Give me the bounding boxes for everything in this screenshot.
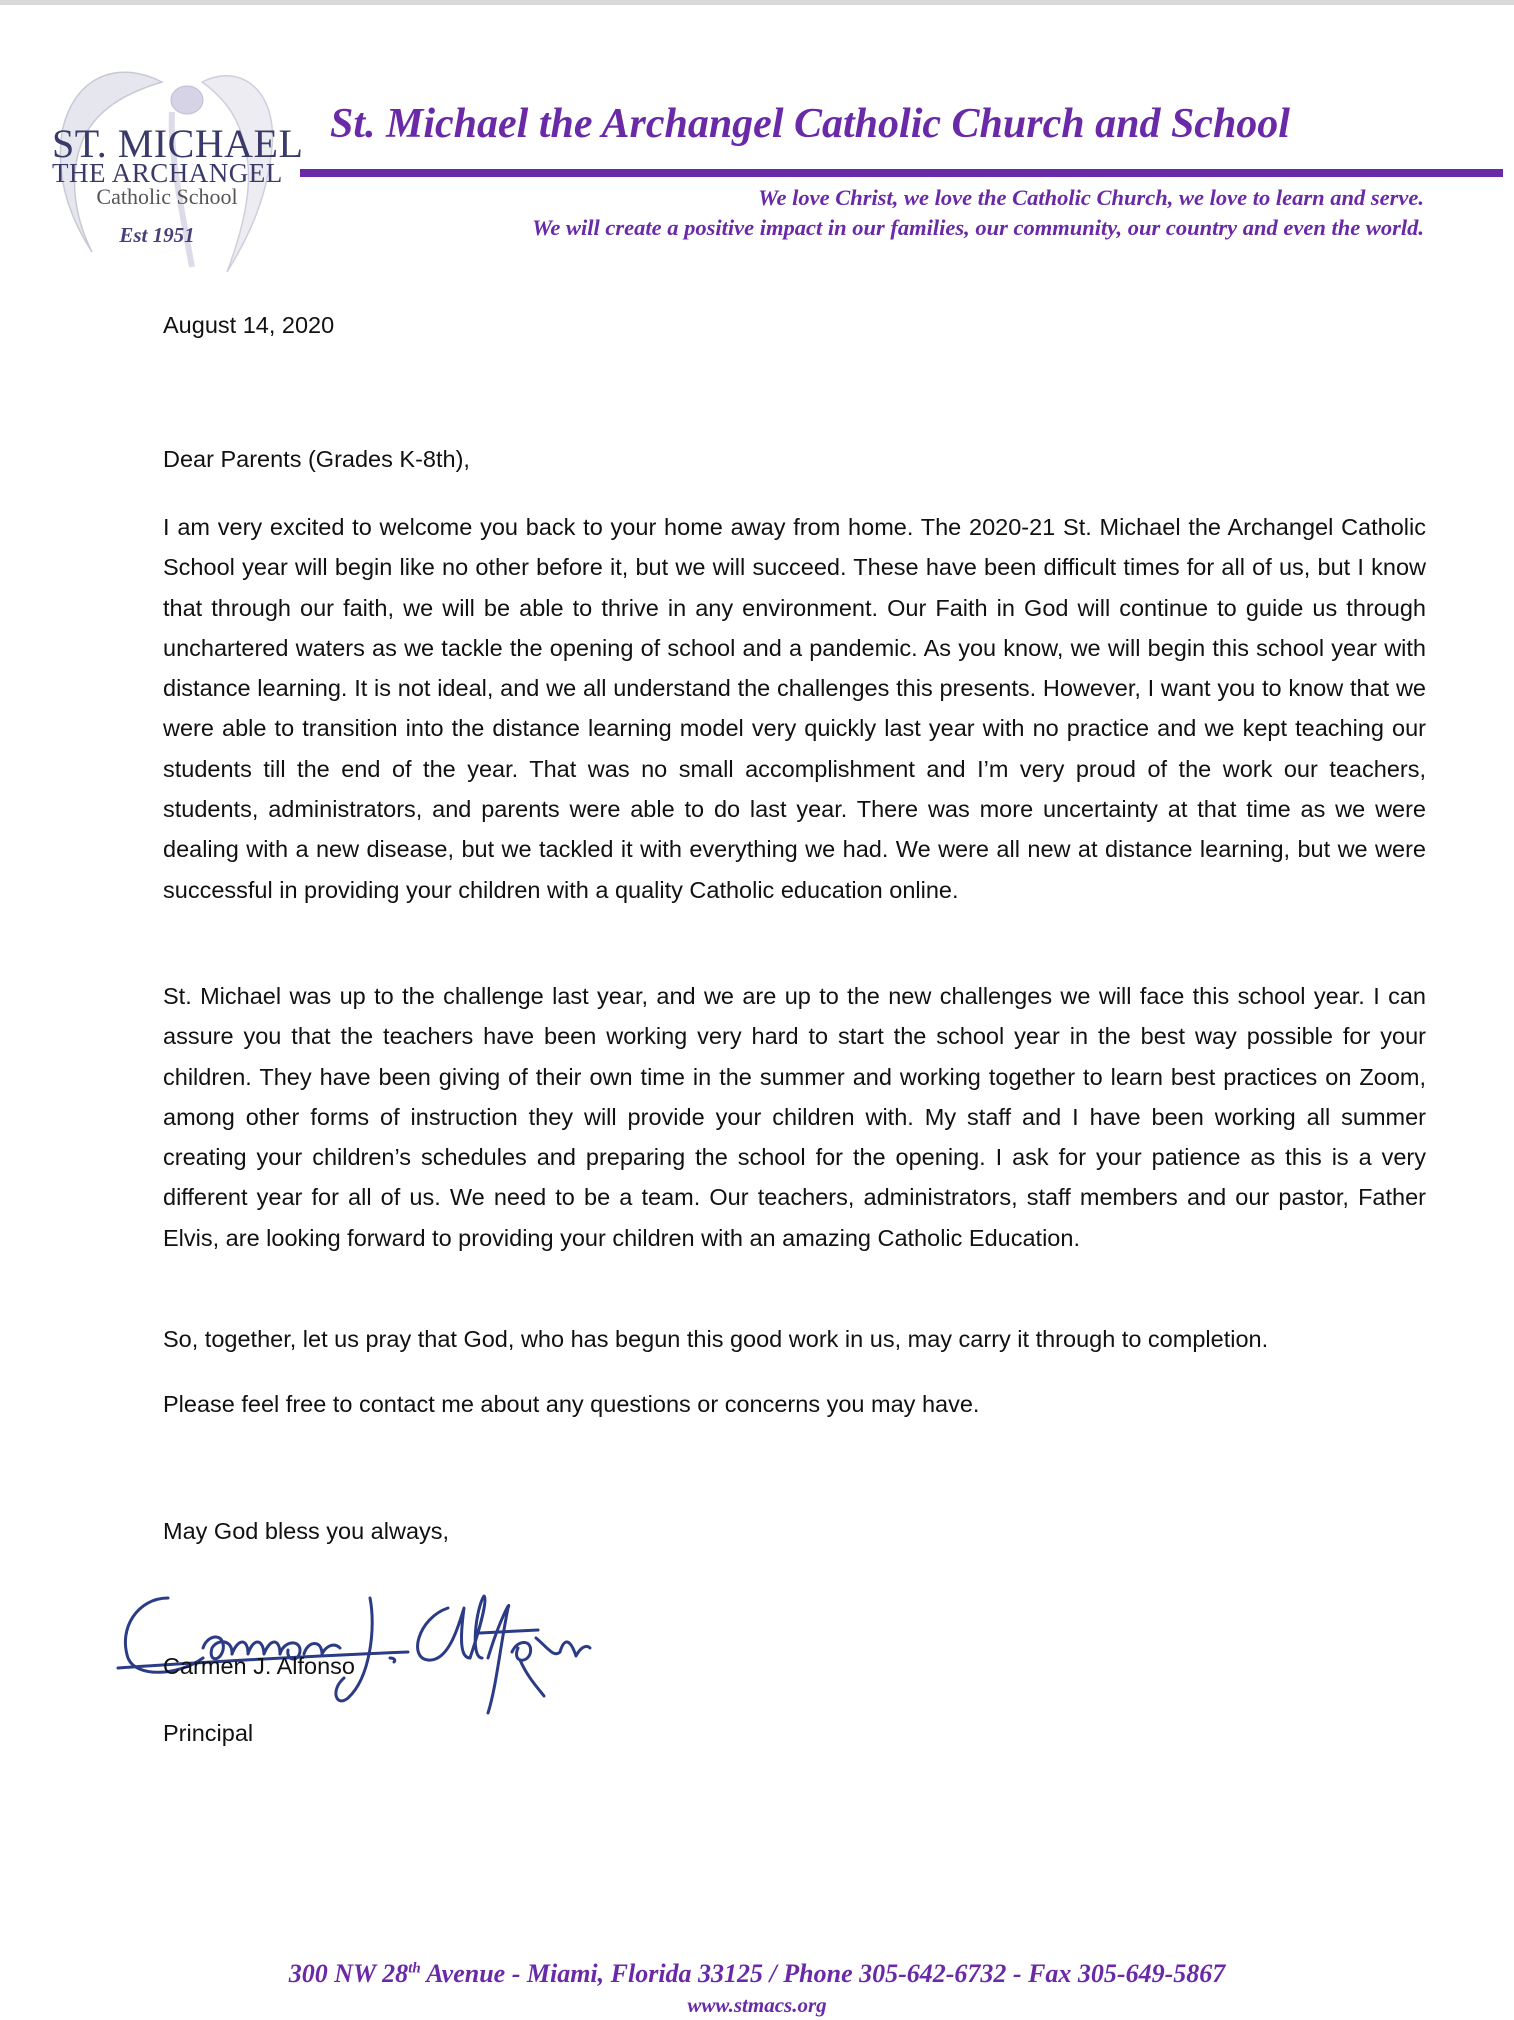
footer-website: www.stmacs.org bbox=[687, 1993, 827, 2017]
letter-closing: May God bless you always, bbox=[163, 1518, 450, 1544]
letter-paragraph-1: I am very excited to welcome you back to your home away from home. The 2020-21 St. Michael the Archangel Catholic School year will begin like no other before it, but we will succeed. These have been difficult times for all of us, but I know that through our faith, we will be able to thrive in any environment. Our Faith in God will continue to guide us through unchartered waters as we tackle the opening of school and a pandemic. As you know, we will begin this school year with distance learning. It is not ideal, and we all understand the challenges this presents. However, I want you to know that we were able to transition into the distance learning model very quickly last year with no practice and we kept teaching our students till the end of the year. That was no small accomplishment and I’m very proud of the work our teachers, students, administrators, and parents were able to do last year. There was more uncertainty at that time as we were dealing with a new disease, but we tackled it with everything we had. We were all new at distance learning, but we were successful in providing your children with a quality Catholic education online. bbox=[163, 514, 1426, 903]
footer-address bbox=[0, 1959, 1514, 1989]
letter-paragraph-4: Please feel free to contact me about any questions or concerns you may have. bbox=[163, 1391, 980, 1417]
school-logo bbox=[52, 62, 304, 277]
letter-paragraph-3: So, together, let us pray that God, who has begun this good work in us, may carry it through to completion. bbox=[163, 1326, 1269, 1352]
logo-established: Est 1951 bbox=[119, 223, 195, 247]
logo-title: ST. MICHAEL bbox=[52, 121, 304, 166]
signer-name: Carmen J. Alfonso bbox=[163, 1653, 356, 1679]
address-contact: Avenue - Miami, Florida 33125 / Phone 305-642-6732 - Fax 305-649-5867 bbox=[420, 1959, 1226, 1988]
signer-title: Principal bbox=[163, 1720, 254, 1746]
motto-line-1: We love Christ, we love the Catholic Church, we love to learn and serve. bbox=[758, 185, 1424, 210]
letter-paragraph-2: St. Michael was up to the challenge last year, and we are up to the new challenges we will face this school year. I can assure you that the teachers have been working very hard to start the school year in the best way possible for your children. They have been giving of their own time in the summer and working together to learn best practices on Zoom, among other forms of instruction they will provide your children with. My staff and I have been working all summer creating your children’s schedules and preparing the school for the opening. I ask for your patience as this is a very different year for all of us. We need to be a team. Our teachers, administrators, staff members and our pastor, Father Elvis, are looking forward to providing your children with an amazing Catholic Education. bbox=[163, 983, 1426, 1251]
top-border bbox=[0, 0, 1514, 5]
letter-salutation: Dear Parents (Grades K-8th), bbox=[163, 446, 470, 472]
logo-school-type: Catholic School bbox=[96, 184, 238, 209]
letter-date: August 14, 2020 bbox=[163, 312, 335, 338]
address-ordinal: th bbox=[408, 1960, 421, 1977]
letterhead-title: St. Michael the Archangel Catholic Church and School bbox=[330, 101, 1290, 147]
handwritten-signature bbox=[108, 1578, 628, 1718]
motto-line-2: We will create a positive impact in our families, our community, our country and even the world. bbox=[532, 215, 1424, 240]
logo-subtitle: THE ARCHANGEL bbox=[52, 158, 283, 188]
letterhead-divider bbox=[300, 169, 1503, 177]
address-street-number: 300 NW 28 bbox=[288, 1959, 409, 1988]
